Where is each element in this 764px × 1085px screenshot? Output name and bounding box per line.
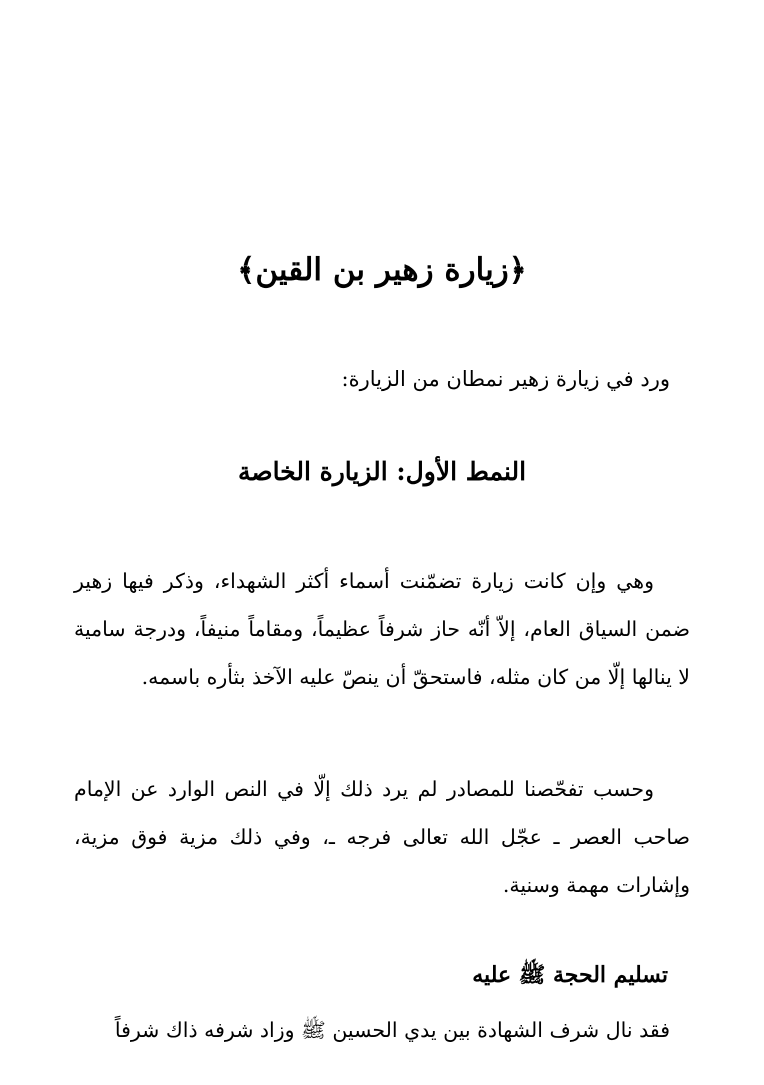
subheading: تسليم الحجة ﷺ عليه xyxy=(472,962,668,988)
final-line: فقد نال شرف الشهادة بين يدي الحسين ﷺ وزاد شرفه ذاك شرفاً xyxy=(114,1018,670,1042)
intro-text: ورد في زيارة زهير نمطان من الزيارة: xyxy=(341,367,670,391)
section-heading: النمط الأول: الزيارة الخاصة xyxy=(237,457,527,486)
page-title: ﴿زيارة زهير بن القين﴾ xyxy=(237,252,527,288)
paragraph-1: وهي وإن كانت زيارة تضمّنت أسماء أكثر الشهداء، وذكر فيها زهير ضمن السياق العام، إلاّ أنّه حاز شرفاً عظيماً، ومقاماً منيفاً، ودرجة سامية لا ينالها إلّا من كان مثله، فاستحقّ أن ينصّ عليه الآخذ بثأره باسمه. xyxy=(74,569,690,689)
paragraph-2: وحسب تفحّصنا للمصادر لم يرد ذلك إلّا في النص الوارد عن الإمام صاحب العصر ـ عجّل الله تعالى فرجه ـ، وفي ذلك مزية فوق مزية، وإشارات مهمة وسنية. xyxy=(74,777,690,897)
